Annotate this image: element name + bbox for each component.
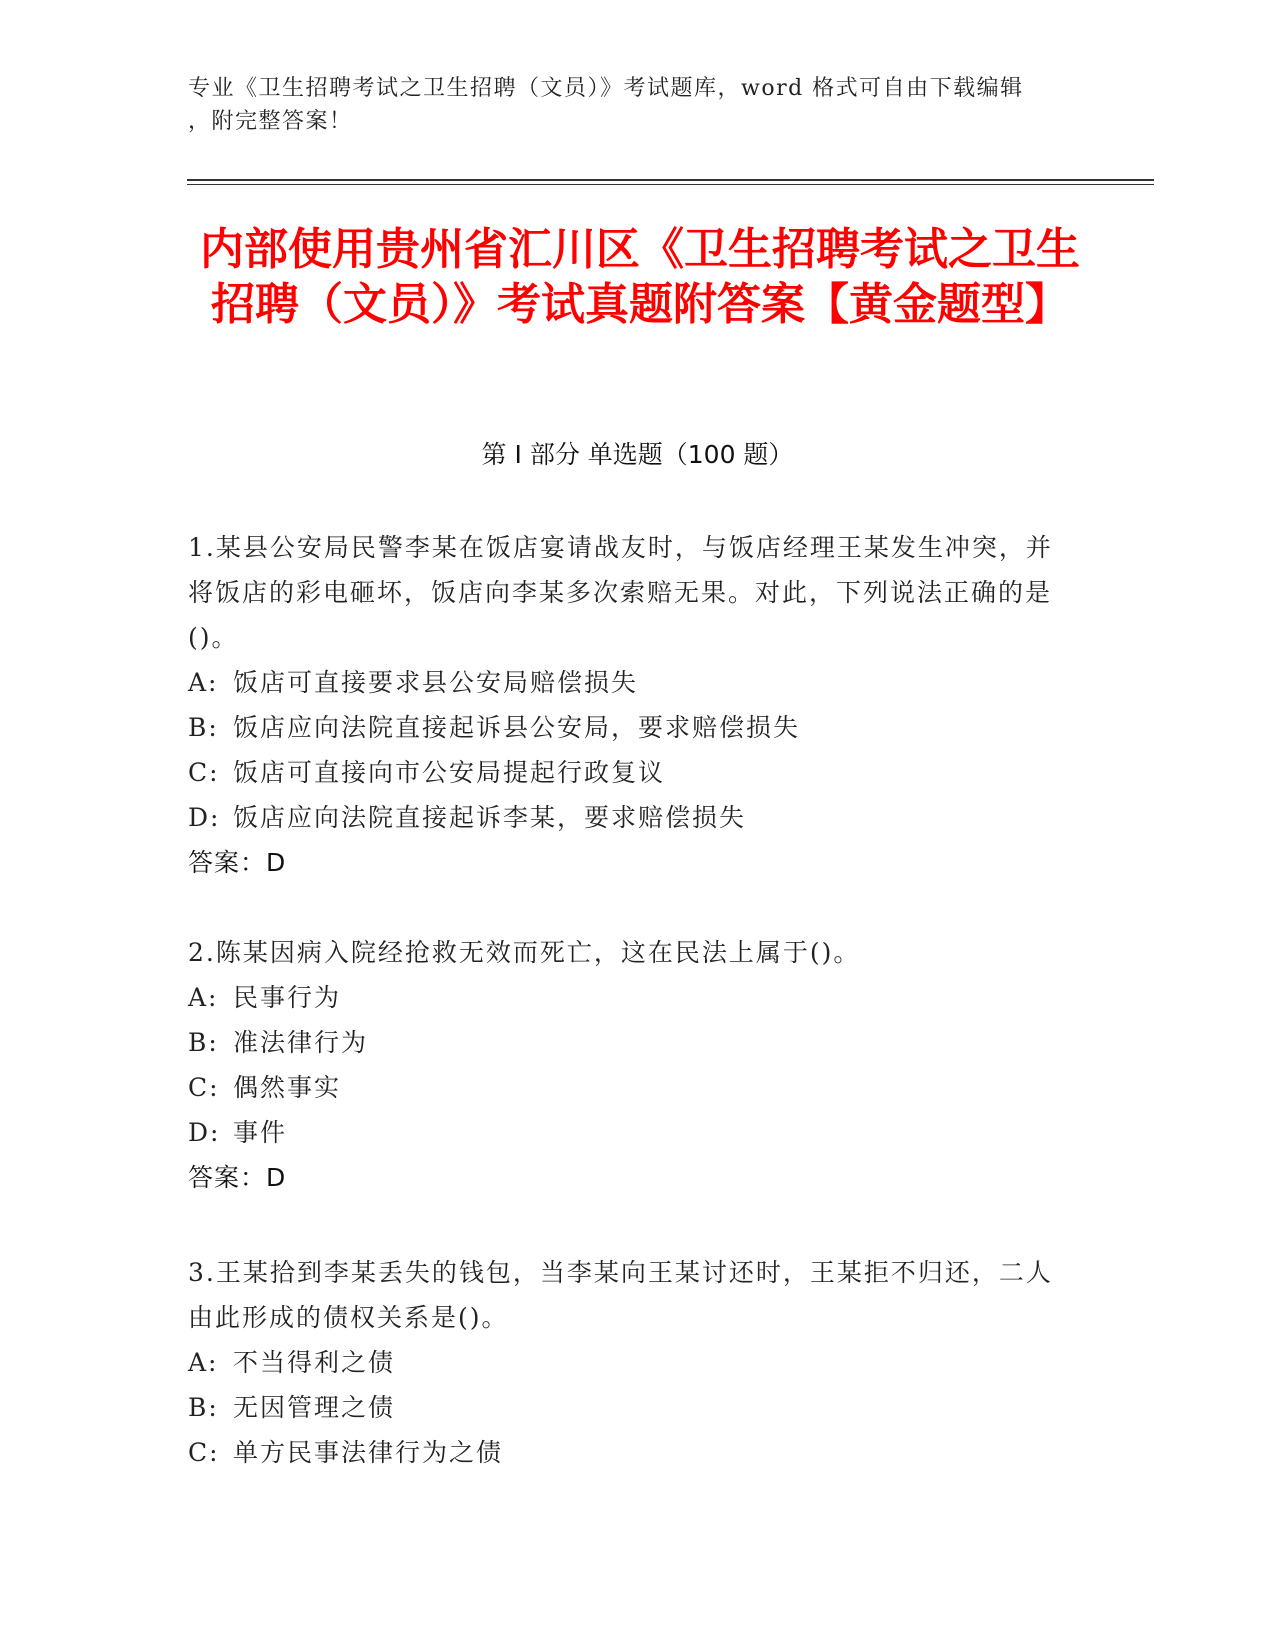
option-letter: C: xyxy=(188,1073,220,1102)
header-note-line-2: ，附完整答案！ xyxy=(188,109,353,134)
option-letter: A: xyxy=(188,983,219,1012)
answer-line: 答案：D xyxy=(188,848,287,877)
option-c xyxy=(188,1065,1068,1110)
option-text: 饭店应向法院直接起诉县公安局，要求赔偿损失 xyxy=(233,713,801,742)
option-text: 饭店可直接向市公安局提起行政复议 xyxy=(233,758,666,787)
header-note xyxy=(188,72,1068,138)
option-b xyxy=(188,1385,1068,1430)
section-heading: 第 I 部分 单选题（100 题） xyxy=(481,440,794,469)
option-letter: B: xyxy=(188,1393,219,1422)
option-letter: B: xyxy=(188,713,219,742)
header-divider-thick xyxy=(187,179,1154,181)
option-letter: D: xyxy=(188,803,221,832)
option-d xyxy=(188,795,1068,840)
question-stem: 1.某县公安局民警李某在饭店宴请战友时，与饭店经理王某发生冲突，并将饭店的彩电砸坏，饭店向李某多次索赔无果。对此，下列说法正确的是()。 xyxy=(188,533,1053,652)
option-letter: B: xyxy=(188,1028,219,1057)
option-a xyxy=(188,975,1068,1020)
document-title: 内部使用贵州省汇川区《卫生招聘考试之卫生招聘（文员）》考试真题附答案【黄金题型】 xyxy=(200,224,1080,330)
option-text: 民事行为 xyxy=(233,983,342,1012)
option-d xyxy=(188,1110,1068,1155)
option-letter: D: xyxy=(188,1118,221,1147)
option-text: 事件 xyxy=(233,1118,288,1147)
question-stem: 2.陈某因病入院经抢救无效而死亡，这在民法上属于()。 xyxy=(188,938,861,967)
question-1 xyxy=(188,525,1068,885)
option-letter: C: xyxy=(188,1438,220,1467)
option-letter: A: xyxy=(188,1348,219,1377)
option-text: 饭店可直接要求县公安局赔偿损失 xyxy=(233,668,639,697)
answer-line: 答案：D xyxy=(188,1163,287,1192)
option-c xyxy=(188,750,1068,795)
option-b xyxy=(188,1020,1068,1065)
option-text: 饭店应向法院直接起诉李某，要求赔偿损失 xyxy=(233,803,747,832)
question-3 xyxy=(188,1250,1068,1475)
option-text: 准法律行为 xyxy=(233,1028,369,1057)
header-note-line-1: 专业《卫生招聘考试之卫生招聘（文员）》考试题库，word 格式可自由下载编辑 xyxy=(188,76,1024,101)
question-2 xyxy=(188,930,1068,1200)
option-a xyxy=(188,660,1068,705)
option-b xyxy=(188,705,1068,750)
question-stem: 3.王某拾到李某丢失的钱包，当李某向王某讨还时，王某拒不归还，二人由此形成的债权关系是()。 xyxy=(188,1258,1053,1332)
option-text: 无因管理之债 xyxy=(233,1393,396,1422)
option-text: 单方民事法律行为之债 xyxy=(233,1438,504,1467)
option-letter: A: xyxy=(188,668,219,697)
option-c xyxy=(188,1430,1068,1475)
option-text: 不当得利之债 xyxy=(233,1348,396,1377)
option-a xyxy=(188,1340,1068,1385)
header-divider-thin xyxy=(187,184,1154,185)
option-text: 偶然事实 xyxy=(233,1073,342,1102)
option-letter: C: xyxy=(188,758,220,787)
